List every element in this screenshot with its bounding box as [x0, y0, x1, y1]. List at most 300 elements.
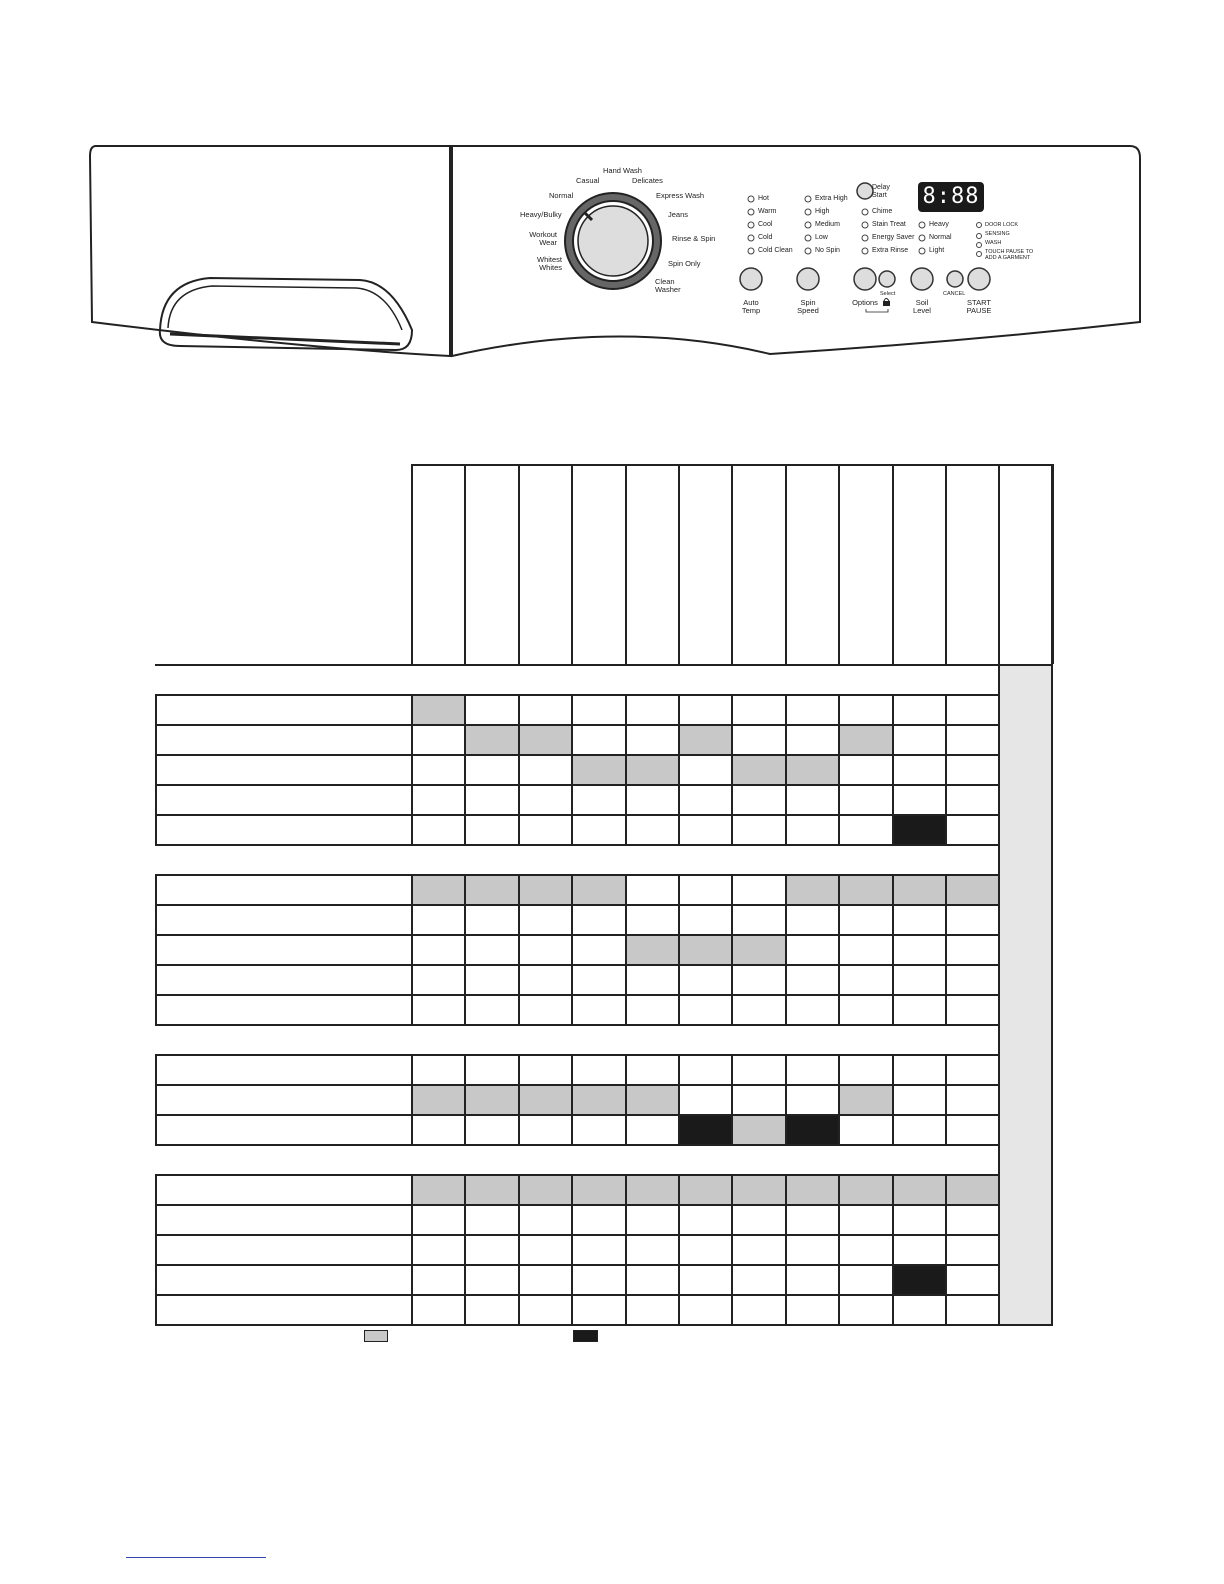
column-rule: [678, 1054, 680, 1146]
table-cell: [945, 1174, 998, 1204]
table-cell: [731, 1114, 784, 1144]
row-rule: [155, 874, 998, 876]
table-row: [155, 1264, 998, 1294]
table-cell: [785, 934, 838, 964]
table-cell: [571, 784, 624, 814]
table-row: [155, 1204, 998, 1234]
table-cell: [731, 784, 784, 814]
table-cell: [518, 784, 571, 814]
table-cell: [464, 1294, 517, 1324]
table-cell: [571, 1114, 624, 1144]
column-rule: [518, 694, 520, 846]
table-cell: [678, 1174, 731, 1204]
header-column-rule: [678, 464, 680, 664]
delay-start-label: Delay Start: [872, 184, 890, 199]
column-rule: [838, 1054, 840, 1146]
table-cell: [731, 1234, 784, 1264]
status-led-label: DOOR LOCK: [985, 222, 1019, 228]
table-cell: [625, 934, 678, 964]
table-row: [155, 1054, 998, 1084]
table-row: [155, 724, 998, 754]
column-rule: [411, 1054, 413, 1146]
table-cell: [785, 814, 838, 844]
column-rule: [945, 1174, 947, 1326]
table-cell: [892, 1084, 945, 1114]
table-cell: [411, 1084, 464, 1114]
table-cell: [785, 994, 838, 1024]
table-cell: [625, 994, 678, 1024]
table-cell: [518, 874, 571, 904]
table-cell: [892, 814, 945, 844]
table-cell: [625, 1234, 678, 1264]
row-rule: [155, 814, 998, 816]
table-cell: [945, 1204, 998, 1234]
table-cell: [625, 964, 678, 994]
table-cell: [785, 1054, 838, 1084]
spin-led-label: High: [815, 208, 830, 215]
row-rule: [155, 1204, 998, 1206]
table-cell: [731, 934, 784, 964]
option-led-label: Extra Rinse: [872, 247, 909, 254]
table-cell: [785, 1114, 838, 1144]
table-cell: [464, 994, 517, 1024]
table-cell: [571, 1204, 624, 1234]
status-led-label: SENSING: [985, 231, 1010, 237]
cycle-label: Spin Only: [668, 259, 701, 268]
table-row: [155, 964, 998, 994]
group-left-rule: [155, 1054, 157, 1146]
column-rule: [731, 874, 733, 1026]
column-rule: [518, 1174, 520, 1326]
row-rule: [155, 1024, 998, 1026]
table-cell: [518, 724, 571, 754]
column-rule: [838, 874, 840, 1026]
table-cell: [785, 724, 838, 754]
time-display: 8:88: [918, 182, 984, 212]
header-column-rule: [731, 464, 733, 664]
group-left-rule: [155, 694, 157, 846]
table-cell: [892, 904, 945, 934]
table-row: [155, 1114, 998, 1144]
table-cell: [464, 934, 517, 964]
table-cell: [411, 994, 464, 1024]
table-cell: [892, 784, 945, 814]
table-cell: [625, 1264, 678, 1294]
table-cell: [678, 1054, 731, 1084]
column-rule: [464, 874, 466, 1026]
table-cell: [731, 1204, 784, 1234]
table-cell: [571, 694, 624, 724]
cycle-label: Hand Wash: [603, 166, 642, 175]
cycle-label: Normal: [549, 191, 574, 200]
cycle-label: Delicates: [632, 176, 663, 185]
table-cell: [571, 1264, 624, 1294]
table-cell: [892, 1204, 945, 1234]
table-cell: [571, 1084, 624, 1114]
header-column-rule: [411, 464, 413, 664]
table-cell: [678, 904, 731, 934]
cycle-label: Express Wash: [656, 191, 705, 200]
table-cell: [625, 904, 678, 934]
table-cell: [731, 1264, 784, 1294]
option-led-label: Stain Treat: [872, 221, 906, 228]
table-cell: [571, 904, 624, 934]
table-cell: [625, 814, 678, 844]
row-rule: [155, 754, 998, 756]
table-cell: [518, 754, 571, 784]
table-cell: [464, 754, 517, 784]
table-cell: [571, 1174, 624, 1204]
table-cell: [411, 964, 464, 994]
table-cell: [945, 724, 998, 754]
table-cell: [945, 1294, 998, 1324]
column-rule: [785, 1054, 787, 1146]
table-cell: [785, 904, 838, 934]
table-cell: [731, 994, 784, 1024]
table-cell: [785, 964, 838, 994]
table-cell: [678, 694, 731, 724]
table-cell: [411, 934, 464, 964]
panel-outline: [0, 0, 1224, 380]
table-cell: [678, 1084, 731, 1114]
delay-start-button[interactable]: [857, 183, 873, 199]
table-cell: [625, 1054, 678, 1084]
table-cell: [464, 1234, 517, 1264]
spin-led-label: No Spin: [815, 247, 840, 254]
table-cell: [838, 814, 891, 844]
table-cell: [731, 964, 784, 994]
column-rule: [518, 1054, 520, 1146]
table-cell: [838, 994, 891, 1024]
column-rule: [892, 1174, 894, 1326]
table-cell: [785, 694, 838, 724]
column-rule: [571, 1054, 573, 1146]
column-rule: [571, 694, 573, 846]
column-rule: [571, 1174, 573, 1326]
table-cell: [464, 724, 517, 754]
table-cell: [838, 724, 891, 754]
table-cell: [571, 934, 624, 964]
table-cell: [571, 1294, 624, 1324]
row-rule: [155, 994, 998, 996]
table-row: [155, 1174, 998, 1204]
table-cell: [518, 1264, 571, 1294]
table-cell: [678, 1264, 731, 1294]
table-cell: [464, 964, 517, 994]
table-cell: [945, 694, 998, 724]
table-cell: [411, 784, 464, 814]
table-cell: [411, 1234, 464, 1264]
table-cell: [731, 1294, 784, 1324]
column-rule: [464, 694, 466, 846]
table-cell: [892, 1264, 945, 1294]
table-cell: [785, 1234, 838, 1264]
option-led-label: Chime: [872, 208, 893, 215]
table-cell: [464, 814, 517, 844]
temp-led-label: Cold Clean: [758, 247, 793, 254]
soil-level-label: Soil Level: [913, 298, 931, 315]
table-cell: [678, 994, 731, 1024]
table-cell: [892, 1054, 945, 1084]
table-row: [155, 754, 998, 784]
table-cell: [945, 814, 998, 844]
options-label: Options: [852, 298, 878, 307]
row-rule: [155, 1264, 998, 1266]
column-rule: [731, 1174, 733, 1326]
table-cell: [464, 1084, 517, 1114]
table-row: [155, 784, 998, 814]
column-rule: [411, 874, 413, 1026]
spin-led-label: Low: [815, 234, 828, 241]
header-column-rule: [785, 464, 787, 664]
cycle-label: Rinse & Spin: [672, 234, 716, 243]
table-cell: [892, 694, 945, 724]
table-cell: [945, 904, 998, 934]
table-cell: [518, 904, 571, 934]
table-cell: [945, 1114, 998, 1144]
table-cell: [625, 1084, 678, 1114]
table-cell: [678, 814, 731, 844]
status-led-label: TOUCH PAUSE TO ADD A GARMENT: [985, 249, 1034, 261]
column-rule: [785, 1174, 787, 1326]
table-cell: [838, 1204, 891, 1234]
start-pause-label: START PAUSE: [966, 298, 992, 315]
table-cell: [731, 1054, 784, 1084]
spin-led-label: Medium: [815, 221, 840, 228]
table-cell: [625, 874, 678, 904]
column-rule: [571, 874, 573, 1026]
column-rule: [625, 1174, 627, 1326]
header-column-rule: [998, 464, 1000, 664]
table-cell: [571, 874, 624, 904]
table-cell: [838, 964, 891, 994]
table-cell: [838, 784, 891, 814]
table-cell: [464, 904, 517, 934]
options-button[interactable]: [854, 268, 876, 290]
table-cell: [464, 1264, 517, 1294]
side-column-rule: [998, 664, 1000, 1326]
table-cell: [838, 1174, 891, 1204]
select-label: Select: [880, 291, 896, 297]
table-row: [155, 934, 998, 964]
table-cell: [731, 1174, 784, 1204]
table-cell: [731, 754, 784, 784]
table-cell: [625, 1174, 678, 1204]
column-rule: [625, 1054, 627, 1146]
legend-gray-swatch: [364, 1330, 388, 1342]
table-cell: [678, 1234, 731, 1264]
table-cell: [838, 1234, 891, 1264]
table-cell: [518, 1204, 571, 1234]
table-cell: [945, 1234, 998, 1264]
table-row: [155, 1084, 998, 1114]
table-cell: [838, 1264, 891, 1294]
table-cell: [625, 1204, 678, 1234]
table-cell: [518, 934, 571, 964]
table-cell: [678, 874, 731, 904]
column-rule: [731, 694, 733, 846]
column-rule: [411, 694, 413, 846]
temp-led-label: Cool: [758, 221, 773, 228]
table-cell: [464, 694, 517, 724]
table-cell: [945, 934, 998, 964]
cycle-label: Clean Washer: [655, 277, 681, 294]
header-column-rule: [838, 464, 840, 664]
header-column-rule: [892, 464, 894, 664]
soil-led-label: Heavy: [929, 221, 949, 228]
table-cell: [945, 1054, 998, 1084]
row-rule: [155, 724, 998, 726]
row-rule: [155, 1114, 998, 1116]
table-cell: [785, 1204, 838, 1234]
table-cell: [464, 1204, 517, 1234]
column-rule: [731, 1054, 733, 1146]
select-button[interactable]: [879, 271, 895, 287]
column-rule: [838, 694, 840, 846]
row-rule: [155, 784, 998, 786]
table-cell: [625, 724, 678, 754]
soil-led-label: Light: [929, 247, 945, 254]
table-cell: [892, 874, 945, 904]
table-cell: [518, 1114, 571, 1144]
table-cell: [731, 814, 784, 844]
temp-led-label: Warm: [758, 208, 777, 215]
table-cell: [892, 724, 945, 754]
column-rule: [945, 874, 947, 1026]
table-cell: [892, 1174, 945, 1204]
table-cell: [571, 1054, 624, 1084]
table-cell: [411, 874, 464, 904]
table-cell: [945, 874, 998, 904]
header-column-rule: [571, 464, 573, 664]
table-cell: [731, 1084, 784, 1114]
header-column-rule: [945, 464, 947, 664]
option-led-label: Energy Saver: [872, 234, 915, 241]
washer-control-panel: [0, 0, 1224, 380]
cycle-label: Whitest Whites: [536, 255, 562, 272]
column-rule: [945, 694, 947, 846]
table-cell: [625, 754, 678, 784]
row-rule: [155, 1084, 998, 1086]
table-cell: [838, 1054, 891, 1084]
table-cell: [731, 694, 784, 724]
table-cell: [945, 784, 998, 814]
temp-led-label: Cold: [758, 234, 773, 241]
table-cell: [945, 754, 998, 784]
table-cell: [464, 874, 517, 904]
table-cell: [571, 814, 624, 844]
column-rule: [464, 1174, 466, 1326]
column-rule: [945, 1054, 947, 1146]
cancel-button[interactable]: [947, 271, 963, 287]
table-row: [155, 874, 998, 904]
table-cell: [838, 874, 891, 904]
table-cell: [838, 904, 891, 934]
header-column-rule: [464, 464, 466, 664]
table-cell: [678, 754, 731, 784]
row-rule: [155, 694, 998, 696]
table-cell: [838, 934, 891, 964]
table-row: [155, 814, 998, 844]
header-bottom-rule: [155, 664, 1053, 666]
header-column-rule: [518, 464, 520, 664]
table-cell: [785, 1084, 838, 1114]
group-left-rule: [155, 874, 157, 1026]
table-cell: [945, 1264, 998, 1294]
soil-led-label: Normal: [929, 234, 952, 241]
header-top-rule: [411, 464, 1053, 466]
table-row: [155, 1294, 998, 1324]
row-rule: [155, 964, 998, 966]
table-right-rule: [1051, 464, 1053, 1326]
row-rule: [155, 1234, 998, 1236]
spin-speed-button[interactable]: [797, 268, 819, 290]
table-cell: [785, 784, 838, 814]
table-cell: [892, 754, 945, 784]
start-pause-button[interactable]: [968, 268, 990, 290]
table-cell: [464, 1174, 517, 1204]
table-cell: [625, 784, 678, 814]
table-cell: [411, 724, 464, 754]
status-led-label: WASH: [985, 240, 1002, 246]
table-cell: [518, 694, 571, 724]
table-cell: [625, 1114, 678, 1144]
table-cell: [785, 1264, 838, 1294]
table-cell: [518, 1294, 571, 1324]
soil-level-button[interactable]: [911, 268, 933, 290]
table-cell: [838, 1294, 891, 1324]
table-cell: [731, 874, 784, 904]
auto-temp-button[interactable]: [740, 268, 762, 290]
row-rule: [155, 1174, 998, 1176]
table-cell: [892, 1114, 945, 1144]
column-rule: [625, 694, 627, 846]
table-cell: [571, 1234, 624, 1264]
column-rule: [678, 1174, 680, 1326]
cycle-selector-dial: [565, 193, 661, 289]
column-rule: [892, 694, 894, 846]
side-column-shade: [1000, 666, 1053, 1324]
table-cell: [411, 1114, 464, 1144]
table-bottom-rule: [155, 1324, 1053, 1326]
table-cell: [945, 964, 998, 994]
table-cell: [838, 754, 891, 784]
column-rule: [892, 874, 894, 1026]
column-rule: [678, 694, 680, 846]
table-cell: [518, 994, 571, 1024]
table-cell: [518, 814, 571, 844]
table-cell: [411, 1294, 464, 1324]
column-rule: [785, 694, 787, 846]
table-cell: [571, 724, 624, 754]
table-row: [155, 1234, 998, 1264]
row-rule: [155, 844, 998, 846]
table-cell: [411, 814, 464, 844]
cycle-label: Workout Wear: [529, 230, 557, 247]
table-cell: [945, 994, 998, 1024]
group-left-rule: [155, 1174, 157, 1326]
table-cell: [892, 994, 945, 1024]
table-cell: [731, 904, 784, 934]
row-rule: [155, 1054, 998, 1056]
row-rule: [155, 1294, 998, 1296]
temp-led-label: Hot: [758, 195, 769, 202]
column-rule: [838, 1174, 840, 1326]
table-cell: [678, 1294, 731, 1324]
table-cell: [518, 1174, 571, 1204]
table-cell: [464, 1054, 517, 1084]
table-cell: [892, 964, 945, 994]
